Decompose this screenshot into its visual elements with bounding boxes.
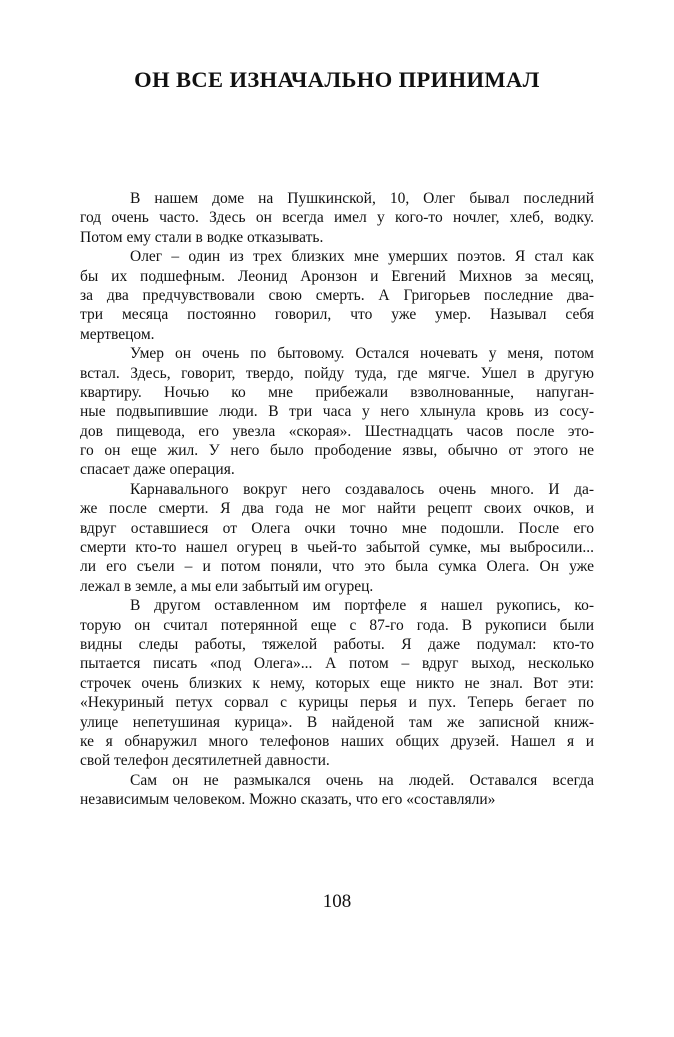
paragraph [80,247,594,344]
text-line: бы их подшефным. Леонид Аронзон и Евгений Михнов за месяц, [80,267,594,285]
text-line: ли его съели – и потом поняли, что это была сумка Олега. Он уже [80,558,594,576]
paragraph [80,189,594,247]
text-line: Потом ему стали в водке отказывать. [80,228,324,246]
text-line: Умер он очень по бытовому. Остался ночевать у меня, потом [130,345,594,363]
text-line: смерти кто-то нашел огурец в чьей-то забытой сумке, мы выбросили... [80,539,594,557]
text-line: видны следы работы, тяжелой работы. Я даже подумал: кто-то [80,635,594,653]
text-line: три месяца постоянно говорил, что уже умер. Называл себя [80,306,594,324]
text-line: го он еще жил. У него было прободение язвы, обычно от этого не [80,442,594,460]
text-line: строчек очень близких к нему, которых еще никто не знал. Вот эти: [80,674,594,692]
text-line: независимым человеком. Можно сказать, что его «составляли» [80,791,496,809]
page-number: 108 [322,891,352,912]
paragraph [80,596,594,771]
text-line: пытается писать «под Олега»... А потом – вдруг выход, несколько [80,655,594,673]
chapter-title: ОН ВСЕ ИЗНАЧАЛЬНО ПРИНИМАЛ [134,67,540,92]
text-line: Карнавального вокруг него создавалось очень много. И да- [130,480,594,498]
paragraph [80,771,594,810]
text-line: квартиру. Ночью ко мне прибежали взволнованные, напуган- [80,383,594,401]
text-line: же после смерти. Я два года не мог найти рецепт своих очков, и [80,500,594,518]
paragraph [80,344,594,480]
text-line: Олег – один из трех близких мне умерших поэтов. Я стал как [130,248,594,266]
text-line: ные подвыпившие люди. В три часа у него хлынула кровь из сосу- [80,403,594,421]
text-line: год очень часто. Здесь он всегда имел у кого-то ночлег, хлеб, водку. [80,209,594,227]
text-line: вдруг оставшиеся от Олега очки точно мне подошли. После его [80,519,594,537]
text-line: В другом оставленном им портфеле я нашел рукопись, ко- [130,597,594,615]
text-line: улице непетушиная курица». В найденой там же записной книж- [80,713,594,731]
text-line: свой телефон десятилетней давности. [80,752,330,770]
text-line: «Некуриный петух сорвал с курицы перья и пух. Теперь бегает по [80,694,594,712]
text-line: В нашем доме на Пушкинской, 10, Олег бывал последний [130,190,594,207]
text-line: мертвецом. [80,325,155,343]
text-line: дов пищевода, его увезла «скорая». Шестнадцать часов после это- [80,422,594,440]
text-line: спасает даже операция. [80,461,235,479]
text-line: за два предчувствовали свою смерть. А Григорьев последние два- [80,286,594,304]
text-line: Сам он не размыкался очень на людей. Оставался всегда [130,771,594,789]
text-line: ке я обнаружил много телефонов наших общих друзей. Нашел я и [80,732,594,750]
text-line: лежал в земле, а мы ели забытый им огурец. [80,577,374,595]
body-text [80,189,594,810]
paragraph [80,480,594,596]
text-line: торую он считал потерянной еще с 87-го года. В рукописи были [80,616,594,634]
text-line: встал. Здесь, говорит, твердо, пойду туда, где мягче. Ушел в другую [80,364,594,382]
